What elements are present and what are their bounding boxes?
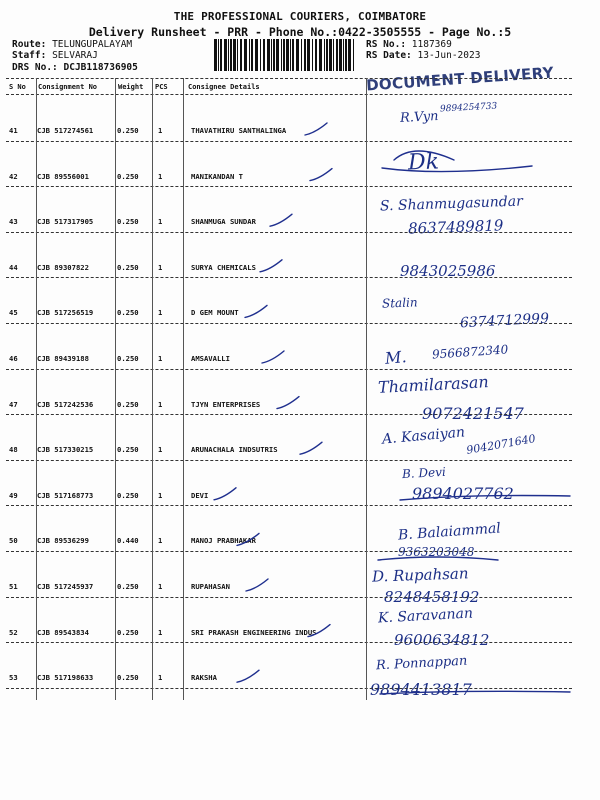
row-consignment-no: CJB 517274561	[37, 126, 94, 135]
row-receiver-phone: 8637489819	[407, 216, 504, 238]
row-receiver-phone: 9363203048	[398, 545, 475, 559]
row-consignee: DEVI	[191, 490, 209, 500]
row-pcs: 1	[158, 582, 163, 591]
rs-no-value: 1187369	[411, 39, 452, 50]
row-sno: 53	[9, 673, 18, 683]
row-signature: B. Devi	[401, 464, 447, 482]
delivery-tick-mark	[260, 260, 282, 272]
row-pcs: 1	[158, 673, 163, 683]
row-pcs: 1	[158, 217, 163, 227]
row-signature: D. Rupahsan	[371, 564, 469, 586]
row-consignee: SRI PRAKASH ENGINEERING INDUS	[191, 627, 317, 637]
row-pcs: 1	[158, 262, 163, 272]
row-consignee: ARUNACHALA INDSUTRIS	[191, 445, 278, 455]
col-header-pcs: PCS	[155, 83, 168, 91]
row-consignee: TJYN ENTERPRISES	[191, 399, 261, 409]
delivery-tick-mark	[214, 488, 236, 500]
drs-value: DCJB118736905	[63, 62, 138, 73]
row-consignee: D GEM MOUNT	[191, 308, 239, 318]
row-sno: 42	[9, 171, 18, 181]
row-signature: K. Saravanan	[377, 605, 474, 627]
delivery-tick-mark	[245, 305, 267, 317]
col-header-weight: Weight	[118, 83, 144, 91]
row-consignment-no: CJB 89543834	[37, 627, 89, 637]
runsheet-subtitle: Delivery Runsheet - PRR - Phone No.:0422-3505555 - Page No.:5	[88, 25, 512, 39]
row-consignee: MANIKANDAN T	[191, 171, 243, 181]
row-signature: B. Balaiammal	[397, 520, 502, 544]
row-consignee: RUPAHASAN	[191, 582, 230, 591]
row-weight: 0.250	[117, 673, 139, 683]
delivery-tick-mark	[300, 442, 322, 454]
row-sno: 49	[9, 490, 18, 500]
row-weight: 0.250	[117, 627, 139, 637]
delivery-tick-mark	[262, 351, 284, 363]
row-pcs: 1	[158, 627, 163, 637]
row-receiver-phone: 9894413817	[370, 680, 472, 699]
row-consignment-no: CJB 517317905	[37, 217, 94, 227]
delivery-tick-mark	[308, 625, 330, 637]
row-consignment-no: CJB 89556001	[37, 171, 89, 181]
row-consignee: MANOJ PRABHAKAR	[191, 536, 256, 546]
row-pcs: 1	[158, 354, 163, 363]
row-consignment-no: CJB 517198633	[37, 673, 94, 683]
row-pcs: 1	[158, 445, 163, 455]
row-signature: Thamilarasan	[377, 372, 490, 397]
rs-no-label: RS No.:	[366, 39, 407, 50]
row-sno: 47	[9, 399, 18, 409]
row-pcs: 1	[158, 490, 163, 500]
row-receiver-phone: 9042071640	[465, 432, 537, 457]
row-receiver-phone: 9072421547	[422, 404, 524, 423]
row-weight: 0.250	[117, 217, 139, 227]
delivery-tick-mark	[237, 533, 259, 545]
row-consignee: RAKSHA	[191, 673, 217, 683]
row-consignment-no: CJB 89307822	[37, 262, 89, 272]
row-weight: 0.250	[117, 262, 139, 272]
row-pcs: 1	[158, 171, 163, 181]
row-weight: 0.250	[117, 582, 139, 591]
col-header-sno: S No	[9, 83, 26, 91]
row-weight: 0.250	[117, 126, 139, 135]
row-sno: 51	[9, 582, 18, 591]
delivery-tick-mark	[305, 123, 327, 135]
delivery-tick-mark	[237, 670, 259, 682]
row-receiver-phone: 9600634812	[394, 631, 490, 649]
row-consignee: THAVATHIRU SANTHALINGA	[191, 126, 287, 135]
rs-date-label: RS Date:	[366, 50, 412, 61]
row-weight: 0.250	[117, 445, 139, 455]
col-header-consignment: Consignment No	[38, 83, 98, 91]
row-sno: 52	[9, 627, 18, 637]
row-receiver-phone: 9843025986	[400, 262, 496, 280]
staff-label: Staff:	[12, 50, 47, 61]
signature-underline	[378, 557, 498, 560]
col-header-consignee: Consignee Details	[188, 83, 260, 91]
delivery-tick-mark	[270, 214, 292, 226]
row-consignment-no: CJB 89439188	[37, 354, 89, 363]
route-value: TELUNGUPALAYAM	[52, 39, 133, 50]
route-label: Route:	[12, 39, 47, 50]
signature-underline	[394, 151, 454, 160]
signature-underline	[400, 496, 570, 501]
company-title: THE PROFESSIONAL COURIERS, COIMBATORE	[173, 10, 427, 23]
row-signature: A. Kasaiyan	[381, 424, 466, 448]
row-weight: 0.250	[117, 490, 139, 500]
delivery-tick-mark	[310, 169, 332, 181]
delivery-tick-mark	[246, 579, 268, 591]
row-receiver-phone: 9894254733	[439, 101, 498, 115]
row-pcs: 1	[158, 399, 163, 409]
row-sno: 46	[9, 354, 18, 363]
row-weight: 0.250	[117, 399, 139, 409]
row-sno: 45	[9, 308, 18, 318]
staff-value: SELVARAJ	[52, 50, 98, 61]
row-pcs: 1	[158, 536, 163, 546]
row-consignment-no: CJB 517256519	[37, 308, 94, 318]
row-signature: S. Shanmugasundar	[379, 193, 524, 215]
delivery-tick-mark	[277, 397, 299, 409]
row-signature: M.	[384, 347, 408, 368]
signature-underline	[380, 691, 570, 694]
row-consignment-no: CJB 517242536	[37, 399, 94, 409]
row-receiver-phone: 9894027762	[412, 484, 514, 503]
row-sno: 50	[9, 536, 18, 546]
row-receiver-phone: 6374712999	[459, 310, 550, 332]
row-consignee: SHANMUGA SUNDAR	[191, 217, 256, 227]
row-sno: 43	[9, 217, 18, 227]
row-weight: 0.250	[117, 308, 139, 318]
row-signature: R. Ponnappan	[375, 653, 468, 674]
row-weight: 0.250	[117, 354, 139, 363]
row-sno: 44	[9, 262, 18, 272]
row-sno: 41	[9, 126, 18, 135]
rs-date-value: 13-Jun-2023	[417, 50, 481, 61]
row-weight: 0.440	[117, 536, 139, 546]
row-consignment-no: CJB 517245937	[37, 582, 94, 591]
row-signature: R.Vyn	[399, 109, 439, 126]
signature-underline	[382, 166, 532, 172]
row-sno: 48	[9, 445, 18, 455]
row-consignment-no: CJB 89536299	[37, 536, 89, 546]
row-signature: Dk	[407, 149, 440, 176]
row-pcs: 1	[158, 308, 163, 318]
row-receiver-phone: 8248458192	[384, 588, 480, 606]
row-consignee: AMSAVALLI	[191, 354, 230, 363]
document-delivery-stamp: DOCUMENT DELIVERY	[365, 63, 555, 95]
row-consignment-no: CJB 517168773	[37, 490, 94, 500]
row-consignment-no: CJB 517330215	[37, 445, 94, 455]
row-pcs: 1	[158, 126, 163, 135]
row-weight: 0.250	[117, 171, 139, 181]
row-signature: Stalin	[381, 295, 418, 311]
row-receiver-phone: 9566872340	[431, 342, 509, 362]
drs-label: DRS No.:	[12, 62, 58, 73]
row-consignee: SURYA CHEMICALS	[191, 262, 256, 272]
